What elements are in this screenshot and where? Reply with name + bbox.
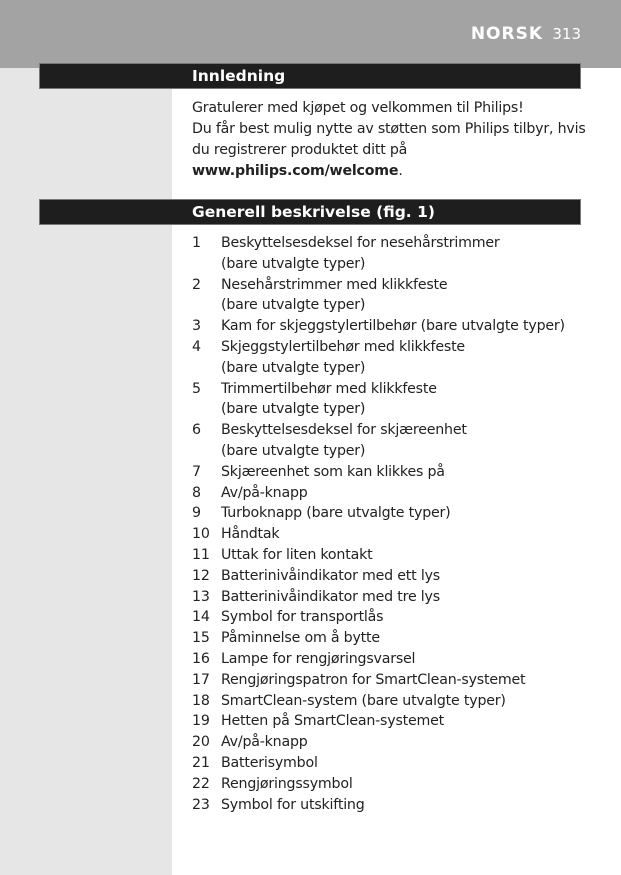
list-item-label: Av/på-knapp xyxy=(221,734,308,751)
list-item-label: Symbol for transportlås xyxy=(221,609,384,626)
list-item xyxy=(192,628,592,649)
list-item-text xyxy=(221,628,592,649)
list-item-number: 9 xyxy=(192,505,201,522)
list-item-label: Kam for skjeggstylertilbehør (bare utvalgte typer) xyxy=(221,318,565,335)
left-margin-panel xyxy=(0,0,172,875)
list-item-label: Rengjøringssymbol xyxy=(221,775,353,792)
list-item-number: 7 xyxy=(192,463,201,480)
list-item-label: Hetten på SmartClean-systemet xyxy=(221,713,445,730)
list-item-label: Batterinivåindikator med ett lys xyxy=(221,567,440,584)
list-item xyxy=(192,607,592,628)
list-item-text xyxy=(221,233,592,275)
list-item xyxy=(192,233,592,275)
intro-line-1: Gratulerer med kjøpet og velkommen til Philips! xyxy=(192,100,524,116)
list-item xyxy=(192,545,592,566)
list-item-label: Av/på-knapp xyxy=(221,484,308,501)
list-item-number: 17 xyxy=(192,671,210,688)
list-item-text xyxy=(221,587,592,608)
list-item-text xyxy=(221,691,592,712)
list-item-label: Påminnelse om å bytte xyxy=(221,630,380,647)
list-item-label: Trimmertilbehør med klikkfeste xyxy=(221,380,437,397)
list-item xyxy=(192,379,592,421)
page-header xyxy=(0,0,621,68)
list-item-number: 15 xyxy=(192,630,210,647)
list-item xyxy=(192,753,592,774)
intro-line-2 xyxy=(192,119,587,182)
list-item-text xyxy=(221,379,592,421)
list-item-text xyxy=(221,649,592,670)
philips-url-link[interactable]: www.philips.com/welcome xyxy=(192,163,399,179)
list-item xyxy=(192,795,592,816)
list-item-text xyxy=(221,566,592,587)
list-item xyxy=(192,670,592,691)
list-item-number: 23 xyxy=(192,796,210,813)
header-language: NORSK xyxy=(470,24,543,44)
list-item-label: Beskyttelsesdeksel for nesehårstrimmer xyxy=(221,235,500,251)
list-item-text xyxy=(221,483,592,504)
list-item-number: 21 xyxy=(192,754,210,771)
list-item-text xyxy=(221,795,592,816)
list-item xyxy=(192,649,592,670)
section-header-description xyxy=(39,199,581,225)
list-item-label: Skjeggstylertilbehør med klikkfeste xyxy=(221,338,465,355)
list-item-label: Symbol for utskifting xyxy=(221,796,365,813)
list-item xyxy=(192,566,592,587)
list-item-label: SmartClean-system (bare utvalgte typer) xyxy=(221,692,506,709)
section-title-intro: Innledning xyxy=(192,67,286,85)
list-item-number: 11 xyxy=(192,546,210,563)
list-item-label: Batterinivåindikator med tre lys xyxy=(221,588,440,605)
list-item-text xyxy=(221,337,592,379)
list-item-text xyxy=(221,753,592,774)
list-item-number: 3 xyxy=(192,318,201,335)
list-item-note: (bare utvalgte typer) xyxy=(221,255,366,272)
list-item-number: 8 xyxy=(192,484,201,501)
list-item-label: Beskyttelsesdeksel for skjæreenhet xyxy=(221,422,467,439)
list-item xyxy=(192,524,592,545)
list-item xyxy=(192,462,592,483)
list-item-number: 13 xyxy=(192,588,210,605)
list-item-label: Batterisymbol xyxy=(221,754,318,771)
list-item-label: Turboknapp (bare utvalgte typer) xyxy=(221,505,451,522)
list-item-number: 20 xyxy=(192,734,210,751)
list-item xyxy=(192,691,592,712)
list-item-number: 18 xyxy=(192,692,210,709)
list-item-text xyxy=(221,711,592,732)
list-item-text xyxy=(221,462,592,483)
list-item xyxy=(192,711,592,732)
page-number: 313 xyxy=(552,25,581,43)
list-item-number: 10 xyxy=(192,526,210,543)
list-item-text xyxy=(221,607,592,628)
list-item-number: 6 xyxy=(192,422,201,439)
list-item-number: 5 xyxy=(192,380,201,397)
section-header-intro xyxy=(39,63,581,89)
list-item-number: 22 xyxy=(192,775,210,792)
section-title-description: Generell beskrivelse (fig. 1) xyxy=(192,203,435,221)
list-item-text xyxy=(221,670,592,691)
list-item-text xyxy=(221,774,592,795)
list-item xyxy=(192,337,592,379)
intro-text xyxy=(192,98,587,182)
list-item-label: Nesehårstrimmer med klikkfeste xyxy=(221,276,448,293)
list-item-number: 14 xyxy=(192,609,210,626)
list-item-text xyxy=(221,545,592,566)
list-item-text xyxy=(221,732,592,753)
list-item-label: Håndtak xyxy=(221,526,280,543)
list-item-text xyxy=(221,275,592,317)
list-item-number: 19 xyxy=(192,713,210,730)
list-item xyxy=(192,774,592,795)
list-item-text xyxy=(221,524,592,545)
list-item-number: 2 xyxy=(192,276,201,293)
list-item-label: Uttak for liten kontakt xyxy=(221,546,373,563)
list-item-number: 12 xyxy=(192,567,210,584)
list-item xyxy=(192,503,592,524)
parts-list xyxy=(192,233,592,815)
list-item-text xyxy=(221,420,592,462)
list-item xyxy=(192,275,592,317)
list-item-note: (bare utvalgte typer) xyxy=(221,442,366,459)
list-item xyxy=(192,316,592,337)
list-item xyxy=(192,420,592,462)
list-item xyxy=(192,483,592,504)
list-item-note: (bare utvalgte typer) xyxy=(221,401,366,418)
list-item-number: 4 xyxy=(192,338,201,355)
list-item-number: 16 xyxy=(192,650,210,667)
list-item-label: Lampe for rengjøringsvarsel xyxy=(221,650,416,667)
list-item-note: (bare utvalgte typer) xyxy=(221,297,366,314)
list-item-label: Rengjøringspatron for SmartClean-systemet xyxy=(221,671,526,688)
list-item-label: Skjæreenhet som kan klikkes på xyxy=(221,463,445,480)
list-item-text xyxy=(221,316,592,337)
list-item xyxy=(192,732,592,753)
intro-register-text: Du får best mulig nytte av støtten som Philips tilbyr, hvis du registrerer produktet ditt på xyxy=(192,121,586,158)
list-item xyxy=(192,587,592,608)
list-item-note: (bare utvalgte typer) xyxy=(221,359,366,376)
list-item-text xyxy=(221,503,592,524)
list-item-number: 1 xyxy=(192,235,201,251)
intro-period: . xyxy=(398,163,403,179)
